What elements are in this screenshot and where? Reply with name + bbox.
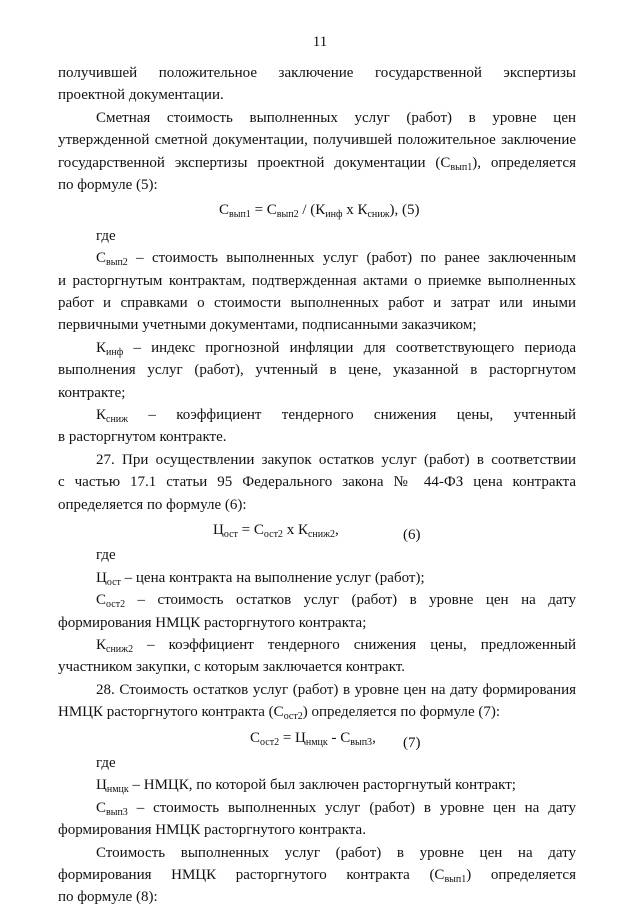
text-line: формирования НМЦК расторгнутого контракта. [58, 822, 366, 839]
text-line: выполнения услуг (работ), учтенный в цене, указанной в расторгнутом [58, 362, 576, 379]
definition-line: $К_{инф}$ – индекс прогнозной инфляции для соответствующего периода [96, 339, 576, 358]
definition-line: $К_{сниж}$ – коэффициент тендерного снижения цены, учтенный [96, 407, 576, 425]
text-line: формирования НМЦК расторгнутого контракта $(С_{вып1})$ определяется [58, 867, 576, 885]
text-line: и расторгнутым контрактам, подтвержденная актами о приемке выполненных [58, 272, 576, 289]
definition-line: $С_{ост2}$ – стоимость остатков услуг (работ) в уровне цен на дату [96, 592, 576, 611]
text-line: по формуле (8): [58, 889, 158, 906]
text-line: первичными учетными документами, подписанными заказчиком; [58, 317, 477, 334]
text-line: проектной документации. [58, 87, 224, 104]
text-line: утвержденной сметной документации, получившей положительное заключение [58, 132, 576, 149]
formula-7-number: (7) [403, 734, 421, 751]
where-label: где [96, 755, 116, 771]
text-line: формирования НМЦК расторгнутого контракта; [58, 614, 367, 631]
text-line: с частью 17.1 статьи 95 Федерального закона № 44-ФЗ цена контракта [58, 474, 576, 491]
text-line: НМЦК расторгнутого контракта $(С_{ост2})$ определяется по формуле (7): [58, 704, 501, 723]
definition-line: $С_{вып3}$ – стоимость выполненных услуг (работ) в уровне цен на дату [96, 799, 576, 818]
formula-6: $Ц_{ост} = С_{ост2}$ х $К_{сниж2}$, [213, 522, 339, 540]
formula-7: $С_{ост2} = Ц_{нмцк} - С_{вып3}$, [250, 729, 376, 748]
text-line: получившей положительное заключение государственной экспертизы [58, 65, 576, 81]
text-line: определяется по формуле (6): [58, 496, 247, 513]
definition-line: $Ц_{ост}$ – цена контракта на выполнение услуг (работ); [96, 569, 425, 588]
text-line: работ и справками о стоимости выполненных работ и затрат или иными [58, 295, 576, 311]
paragraph-first-line: 28. Стоимость остатков услуг (работ) в уровне цен на дату формирования [96, 681, 576, 698]
where-label: где [96, 227, 116, 244]
where-label: где [96, 547, 116, 564]
definition-line: $С_{вып2}$ – стоимость выполненных услуг (работ) по ранее заключенным [96, 250, 576, 269]
definition-line: $Ц_{нмцк}$ – НМЦК, по которой был заключен расторгнутый контракт; [96, 777, 516, 796]
definition-line: $К_{сниж2}$ – коэффициент тендерного снижения цены, предложенный [96, 637, 576, 655]
text-line: государственной экспертизы проектной документации $(С_{вып1})$, определяется [58, 154, 576, 173]
page-number: 11 [312, 34, 328, 50]
text-line: контракте; [58, 384, 126, 401]
paragraph-first-line: Сметная стоимость выполненных услуг (работ) в уровне цен [96, 109, 576, 126]
paragraph-first-line: 27. При осуществлении закупок остатков услуг (работ) в соответствии [96, 451, 576, 468]
paragraph-first-line: Стоимость выполненных услуг (работ) в уровне цен на дату [96, 844, 576, 861]
text-line: по формуле (5): [58, 177, 158, 193]
formula-6-number: (6) [403, 527, 421, 543]
text-line: участником закупки, с которым заключается контракт. [58, 659, 405, 676]
formula-5: $С_{вып1} = С_{вып2} / (К_{инф}$ х $К_{сниж}$), (5) [219, 202, 420, 221]
text-line: в расторгнутом контракте. [58, 429, 227, 446]
